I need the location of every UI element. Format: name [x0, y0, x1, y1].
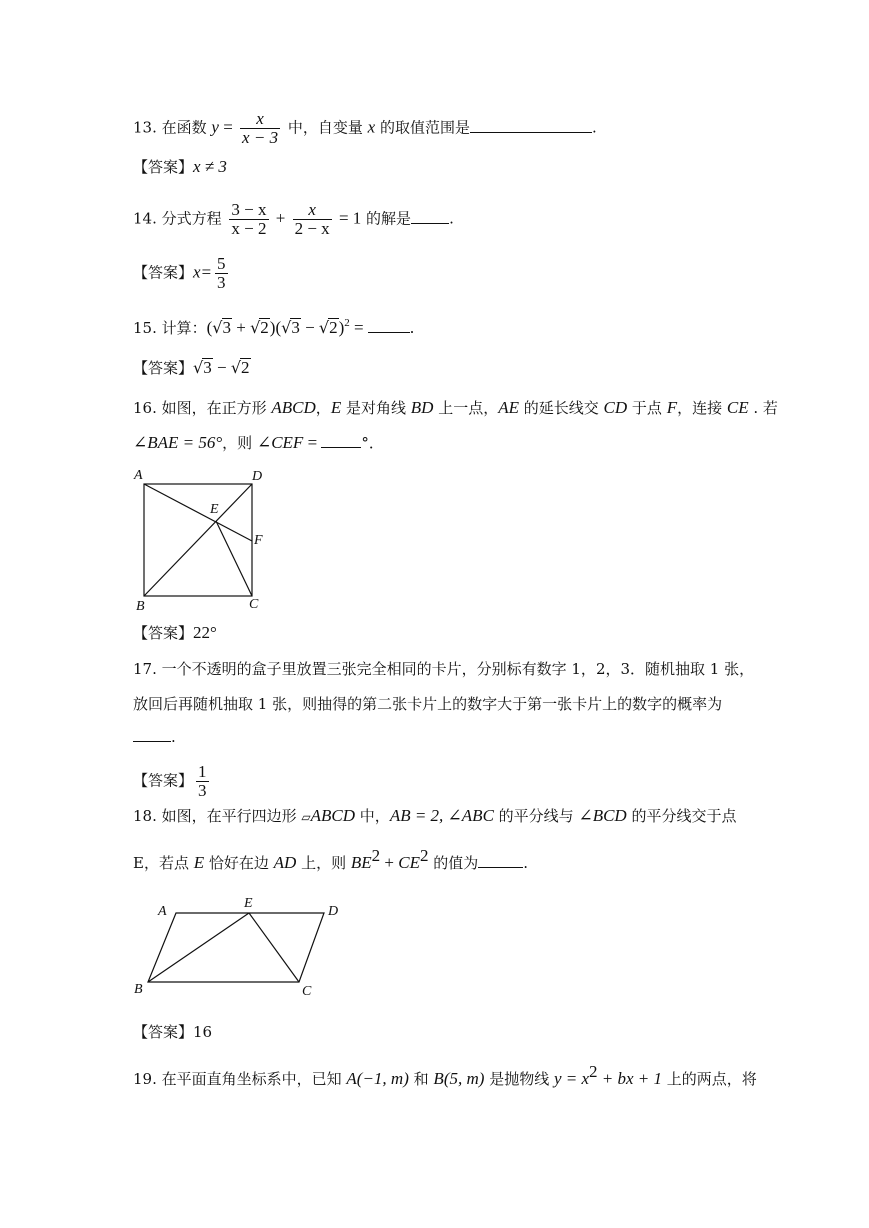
line-af: [144, 484, 252, 541]
period: .: [591, 118, 597, 137]
answer-blank: [133, 727, 171, 742]
exponent: 2: [371, 846, 381, 865]
answer-blank: [321, 433, 361, 448]
answer-14: [133, 255, 231, 292]
fraction-denominator: 2 − x: [294, 219, 330, 238]
function-y: y: [211, 117, 219, 137]
fraction-denominator: x − 2: [231, 219, 267, 238]
point-a: A: [346, 1069, 357, 1088]
equals-sign: =: [349, 318, 368, 337]
point-b-coord: (5, m): [443, 1069, 485, 1088]
fraction-1-over-3: [196, 763, 209, 800]
segment-ae: AE: [498, 398, 519, 417]
minus-sign: −: [300, 318, 319, 337]
exponent: 2: [589, 1062, 598, 1081]
variable-x: x: [367, 117, 376, 137]
question-15-prefix: 15. 计算：: [133, 319, 207, 337]
point-a-coord: (−1, m): [356, 1069, 409, 1088]
fraction-denominator: x − 3: [242, 128, 279, 147]
line-ce: [216, 521, 252, 596]
question-13-prefix: 13. 在函数: [133, 118, 212, 137]
exponent: 2: [344, 317, 350, 329]
label-d: D: [328, 904, 339, 919]
square-figure: [130, 463, 270, 613]
text: ，连接: [677, 399, 727, 417]
equals-sign: =: [303, 433, 322, 452]
answer-value: 16: [193, 1023, 213, 1041]
radicand-3: 3: [222, 318, 231, 337]
label-c: C: [302, 984, 312, 999]
question-17-line-2: 放回后再随机抽取 1 张，则抽得的第二张卡片上的数字大于第一张卡片上的数字的概率为: [133, 695, 723, 713]
period: .: [171, 728, 176, 746]
period: .: [523, 854, 529, 872]
text: 的值为: [428, 854, 479, 872]
sqrt-icon: √: [193, 358, 204, 377]
answer-16: [133, 623, 217, 643]
text: 恰好在边: [204, 854, 274, 872]
parallelogram-icon: ▱: [301, 810, 311, 824]
sqrt-icon: √: [250, 318, 261, 337]
segment-ce: [249, 913, 299, 982]
sqrt-icon: √: [230, 358, 242, 377]
label-d: D: [252, 469, 263, 484]
fraction-numerator: x: [293, 201, 332, 220]
text: ，则: [222, 434, 257, 452]
text: 19. 在平面直角坐标系中，已知: [133, 1070, 347, 1088]
paren: ): [338, 318, 345, 337]
answer-var: x=: [193, 262, 213, 282]
label-b: B: [134, 982, 143, 997]
answer-label: 【答案】: [133, 158, 194, 176]
text: 上，则: [296, 854, 351, 872]
diagonal-bd: [144, 484, 252, 596]
segment-bd: BD: [410, 398, 434, 417]
sqrt-icon: √: [281, 318, 292, 337]
text: 16. 如图，在正方形: [133, 399, 272, 417]
point-e: E: [330, 398, 342, 417]
equals-sign: =: [218, 117, 238, 137]
question-15: [133, 313, 414, 338]
question-18-line-1: [133, 806, 736, 827]
condition-ab: AB = 2, ∠ABC: [389, 806, 494, 825]
angle-bae: ∠BAE = 56°: [133, 433, 223, 452]
text: 18. 如图，在平行四边形: [133, 807, 302, 825]
answer-blank: [411, 209, 449, 224]
answer-blank: [368, 318, 410, 333]
text: 于点: [627, 399, 667, 417]
question-14-prefix: 14. 分式方程: [133, 209, 227, 228]
point-b: B: [433, 1069, 444, 1088]
segment-ce: CE: [398, 853, 420, 872]
fraction-x-over-x-minus-3: [240, 110, 280, 147]
answer-label: 【答案】: [133, 359, 194, 377]
fraction-5-over-3: [215, 255, 228, 292]
label-a: A: [158, 904, 167, 919]
fraction-numerator: 1: [198, 762, 207, 781]
question-19: [133, 1062, 757, 1089]
minus-sign: −: [212, 358, 231, 377]
question-14: [133, 201, 454, 238]
parallelogram-figure: [128, 890, 353, 1002]
answer-label: 【答案】: [133, 263, 194, 282]
point-e: E: [193, 853, 205, 872]
answer-label: 【答案】: [133, 1023, 194, 1041]
text: 的延长线交: [518, 399, 604, 417]
question-18-line-2: [133, 846, 528, 873]
segment-ce: CE: [726, 398, 749, 417]
parabola-equation-rest: + bx + 1: [597, 1069, 663, 1088]
question-16-line-1: [133, 398, 778, 418]
fraction-denominator: 3: [198, 781, 207, 800]
answer-15: [133, 358, 251, 378]
plus-sign: +: [232, 318, 251, 337]
label-e: E: [210, 502, 219, 517]
parabola-equation: y = x: [553, 1069, 590, 1088]
fraction-denominator: 3: [217, 273, 226, 292]
question-16-line-2: [133, 433, 384, 453]
text: 的平分线与: [493, 807, 579, 825]
parallelogram-outline: [148, 913, 324, 982]
angle-bcd: ∠BCD: [578, 806, 627, 825]
text: E，若点: [133, 854, 194, 872]
paren: (: [206, 318, 213, 337]
segment-be: [148, 913, 249, 982]
answer-value: 22°: [193, 623, 217, 642]
parallelogram-abcd: ABCD: [310, 806, 356, 825]
label-c: C: [249, 597, 259, 612]
question-13-suffix: 的取值范围是: [375, 118, 470, 137]
fraction-3-minus-x: [229, 201, 268, 238]
equation-rhs: = 1: [334, 208, 362, 228]
fraction-numerator: 3 − x: [231, 200, 267, 219]
sqrt-icon: √: [212, 318, 223, 337]
answer-18: [133, 1022, 212, 1042]
label-f: F: [254, 533, 263, 548]
radicand-2: 2: [260, 318, 269, 337]
label-b: B: [136, 599, 145, 613]
label-e: E: [244, 896, 253, 911]
question-17-line-3: [133, 727, 176, 747]
fraction-numerator: x: [240, 110, 280, 129]
segment-ad: AD: [273, 853, 297, 872]
exponent: 2: [419, 846, 429, 865]
answer-label: 【答案】: [133, 771, 194, 790]
angle-cef: ∠CEF: [256, 433, 304, 452]
period: .: [449, 209, 454, 228]
radicand-2: 2: [329, 318, 338, 337]
text: 是抛物线: [484, 1070, 554, 1088]
answer-value: x ≠ 3: [193, 157, 227, 176]
segment-cd: CD: [603, 398, 628, 417]
fraction-x-over-2-minus-x: [293, 201, 332, 238]
radicand-3: 3: [291, 318, 300, 337]
label-a: A: [134, 468, 143, 483]
sqrt-icon: √: [318, 318, 330, 337]
degree-suffix: °．: [361, 434, 384, 452]
answer-blank: [470, 118, 592, 133]
text: 中，: [355, 807, 390, 825]
fraction-numerator: 5: [217, 254, 226, 273]
plus-sign: +: [271, 208, 290, 228]
answer-17: [133, 763, 212, 800]
text: ，: [315, 399, 331, 417]
radicand-2: 2: [241, 358, 250, 377]
segment-be: BE: [350, 853, 372, 872]
radicand-3: 3: [203, 358, 212, 377]
question-14-suffix: 的解是: [361, 209, 412, 228]
period: .: [409, 318, 415, 337]
question-17-line-1: 17. 一个不透明的盒子里放置三张完全相同的卡片，分别标有数字 1，2，3．随机抽取 1 张，: [133, 660, 755, 678]
paren: )(: [269, 318, 282, 337]
answer-blank: [478, 853, 523, 868]
text: 上一点，: [433, 399, 499, 417]
text: 上的两点，将: [662, 1070, 757, 1088]
text: . 若: [748, 399, 778, 417]
question-13-mid: 中，自变量: [283, 118, 368, 137]
square-abcd: ABCD: [271, 398, 316, 417]
text: 和: [408, 1070, 434, 1088]
question-13: [133, 110, 597, 147]
answer-label: 【答案】: [133, 624, 194, 642]
plus-sign: +: [380, 853, 399, 872]
text: 的平分线交于点: [626, 807, 737, 825]
text: 是对角线: [341, 399, 411, 417]
answer-13: [133, 157, 227, 177]
point-f: F: [666, 398, 678, 417]
